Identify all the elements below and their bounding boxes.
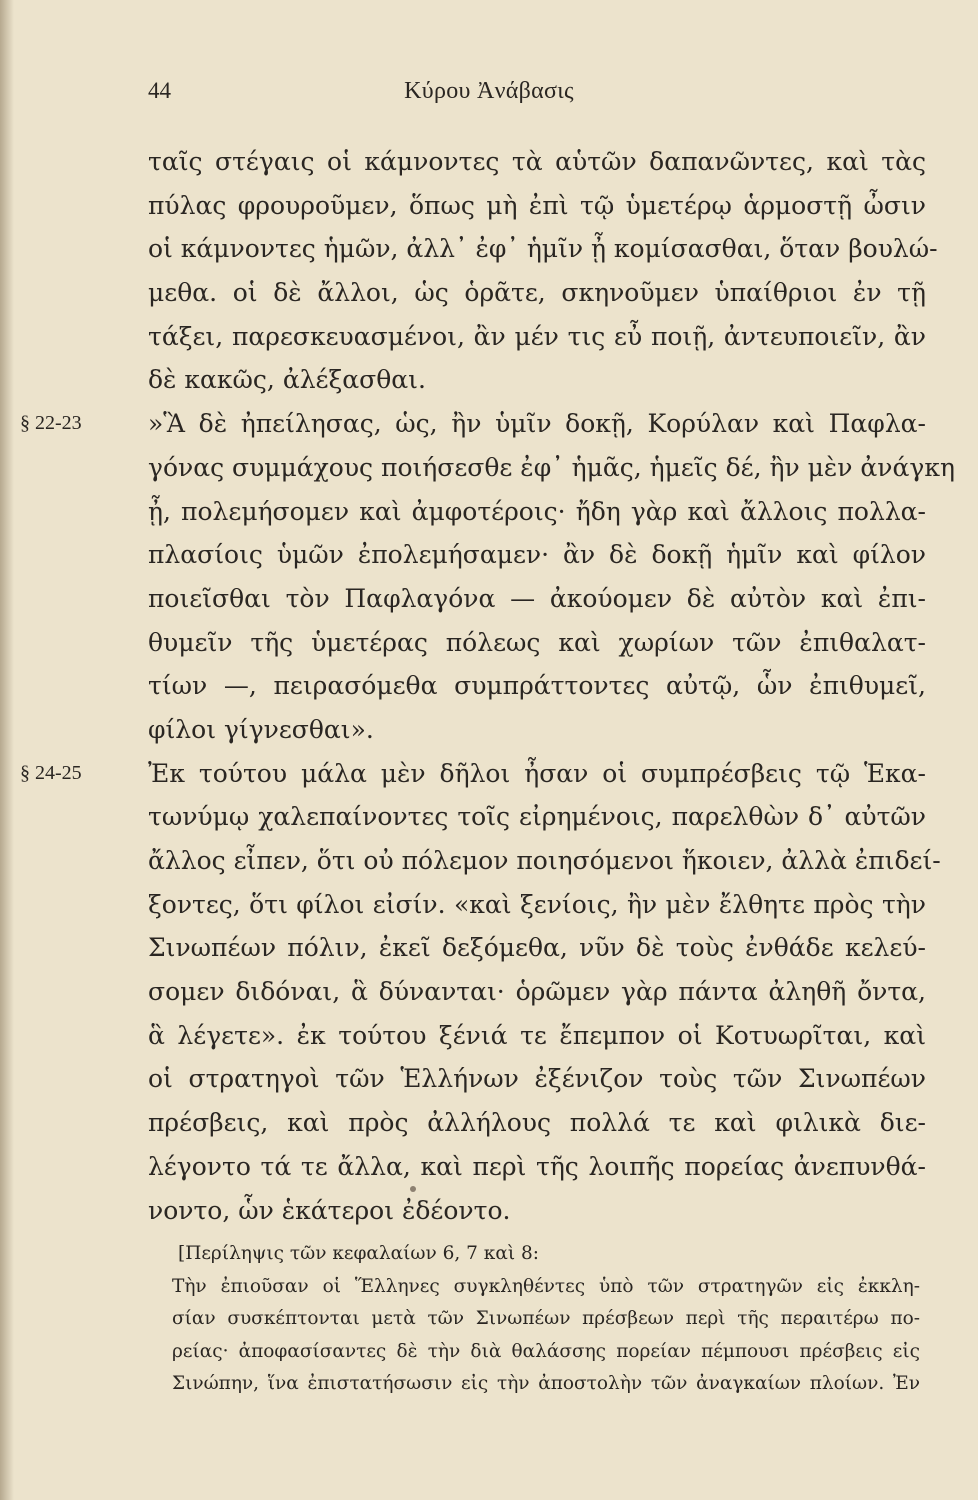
page-edge-shadow (0, 0, 14, 1500)
text-line (148, 708, 926, 752)
text-line-content: φίλοι γίγνεσθαι». (148, 714, 374, 744)
text-line (148, 577, 926, 621)
text-line (148, 839, 941, 883)
text-line-content: ἄλλος εἶπεν, ὅτι οὐ πόλεμον ποιησόμενοι ἥκοιεν, ἀλλὰ ἐπιδεί- (148, 846, 941, 875)
chapter-summary-footnote (172, 1238, 920, 1401)
text-line-content: Σινωπέων πόλιν, ἐκεῖ δεξόμεθα, νῦν δὲ τοὺς ἐνθάδε κελεύ- (148, 933, 926, 963)
text-line (148, 533, 926, 577)
text-line-content: θυμεῖν τῆς ὑμετέρας πόλεως καὶ χωρίων τῶν ἐπιθαλατ- (148, 627, 926, 657)
text-line (148, 1145, 926, 1189)
text-line (148, 1057, 926, 1101)
text-line-content: λέγοντο τά τε ἄλλα, καὶ περὶ τῆς λοιπῆς πορείας ἀνεπυνθά- (148, 1151, 926, 1181)
main-text (20, 140, 955, 1232)
text-line-content: νοντο, ὧν ἑκάτεροι ἐδέοντο. (148, 1195, 511, 1225)
footnote-line: σίαν συσκέπτονται μετὰ τῶν Σινωπέων πρέσβεων περὶ τῆς περαιτέρω πο- (172, 1308, 920, 1329)
text-line-content: σομεν διδόναι, ἃ δύνανται· ὁρῶμεν γὰρ πάντα ἀληθῆ ὄντα, (148, 977, 926, 1007)
footnote-line: [Περίληψις τῶν κεφαλαίων 6, 7 καὶ 8: (178, 1243, 539, 1264)
footnote-line: Σινώπην, ἵνα ἐπιστατήσωσιν εἰς τὴν ἀποστολὴν τῶν ἀναγκαίων πλοίων. Ἐν (172, 1373, 920, 1394)
running-title: Κύρου Ἀνάβασις (404, 78, 574, 104)
text-line-content: πύλας φρουροῦμεν, ὅπως μὴ ἐπὶ τῷ ὑμετέρῳ ἁρμοστῇ ὦσιν (148, 190, 926, 220)
text-line-content: τάξει, παρεσκευασμένοι, ἂν μέν τις εὖ ποιῇ, ἀντευποιεῖν, ἂν (148, 321, 926, 351)
text-line (148, 1101, 926, 1145)
text-line (148, 795, 926, 839)
text-line-content: Ἐκ τούτου μάλα μὲν δῆλοι ἦσαν οἱ συμπρέσβεις τῷ Ἑκα- (148, 758, 926, 788)
text-line-content: ἃ λέγετε». ἐκ τούτου ξένιά τε ἔπεμπον οἱ Κοτυωρῖται, καὶ (148, 1020, 926, 1050)
text-line-content: »Ἃ δὲ ἠπείλησας, ὡς, ἢν ὑμῖν δοκῇ, Κορύλαν καὶ Παφλα- (148, 409, 926, 439)
text-line-content: γόνας συμμάχους ποιήσεσθε ἐφ᾽ ἡμᾶς, ἡμεῖς δέ, ἢν μὲν ἀνάγκη (148, 452, 955, 482)
text-line (148, 271, 926, 315)
text-line (148, 446, 955, 490)
section-marker: § 22-23 (20, 412, 82, 435)
text-line (148, 970, 926, 1014)
text-line (148, 664, 926, 708)
text-line (20, 402, 926, 446)
text-line-content: τίων —, πειρασόμεθα συμπράττοντες αὐτῷ, ὧν ἐπιθυμεῖ, (148, 671, 926, 701)
text-line-content: ξοντες, ὅτι φίλοι εἰσίν. «καὶ ξενίοις, ἢν μὲν ἔλθητε πρὸς τὴν (148, 889, 926, 919)
text-line (148, 926, 926, 970)
text-line-content: μεθα. οἱ δὲ ἄλλοι, ὡς ὁρᾶτε, σκηνοῦμεν ὑπαίθριοι ἐν τῇ (148, 278, 926, 308)
text-line-content: οἱ στρατηγοὶ τῶν Ἑλλήνων ἐξένιζον τοὺς τῶν Σινωπέων (148, 1064, 926, 1094)
page-header (0, 78, 978, 112)
text-line (148, 883, 926, 927)
text-line-content: ποιεῖσθαι τὸν Παφλαγόνα — ἀκούομεν δὲ αὐτὸν καὶ ἐπι- (148, 583, 926, 613)
text-line-content: τωνύμῳ χαλεπαίνοντες τοῖς εἰρημένοις, παρελθὼν δ᾽ αὐτῶν (148, 802, 926, 832)
text-line (148, 621, 926, 665)
text-line-content: δὲ κακῶς, ἀλέξασθαι. (148, 365, 426, 395)
text-line-content: οἱ κάμνοντες ἡμῶν, ἀλλ᾽ ἐφ᾽ ἡμῖν ᾖ κομίσασθαι, ὅταν βουλώ- (148, 234, 938, 264)
text-line-content: ταῖς στέγαις οἱ κάμνοντες τὰ αὑτῶν δαπανῶντες, καὶ τὰς (148, 147, 926, 176)
footnote-line: Τὴν ἐπιοῦσαν οἱ Ἕλληνες συγκληθέντες ὑπὸ τῶν στρατηγῶν εἰς ἐκκλη- (172, 1275, 920, 1297)
page-number: 44 (148, 78, 171, 103)
text-line (148, 184, 926, 228)
text-line-content: πλασίοις ὑμῶν ἐπολεμήσαμεν· ἂν δὲ δοκῇ ἡμῖν καὶ φίλον (148, 540, 926, 570)
section-marker: § 24-25 (20, 761, 82, 784)
text-line-content: πρέσβεις, καὶ πρὸς ἀλλήλους πολλά τε καὶ φιλικὰ διε- (148, 1108, 926, 1138)
text-line-content: ᾖ, πολεμήσομεν καὶ ἀμφοτέροις· ἤδη γὰρ καὶ ἄλλοις πολλα- (148, 496, 926, 526)
text-line (148, 358, 926, 402)
text-line (148, 227, 938, 271)
text-line (148, 490, 926, 534)
text-line (148, 1014, 926, 1058)
footnote-line: ρείας· ἀποφασίσαντες δὲ τὴν διὰ θαλάσσης πορείαν πέμπουσι πρέσβεις εἰς (172, 1340, 920, 1362)
ornament-dot (410, 1186, 416, 1192)
text-line (148, 1189, 926, 1233)
text-line (148, 315, 926, 359)
text-line (20, 752, 926, 796)
text-line (148, 140, 926, 184)
